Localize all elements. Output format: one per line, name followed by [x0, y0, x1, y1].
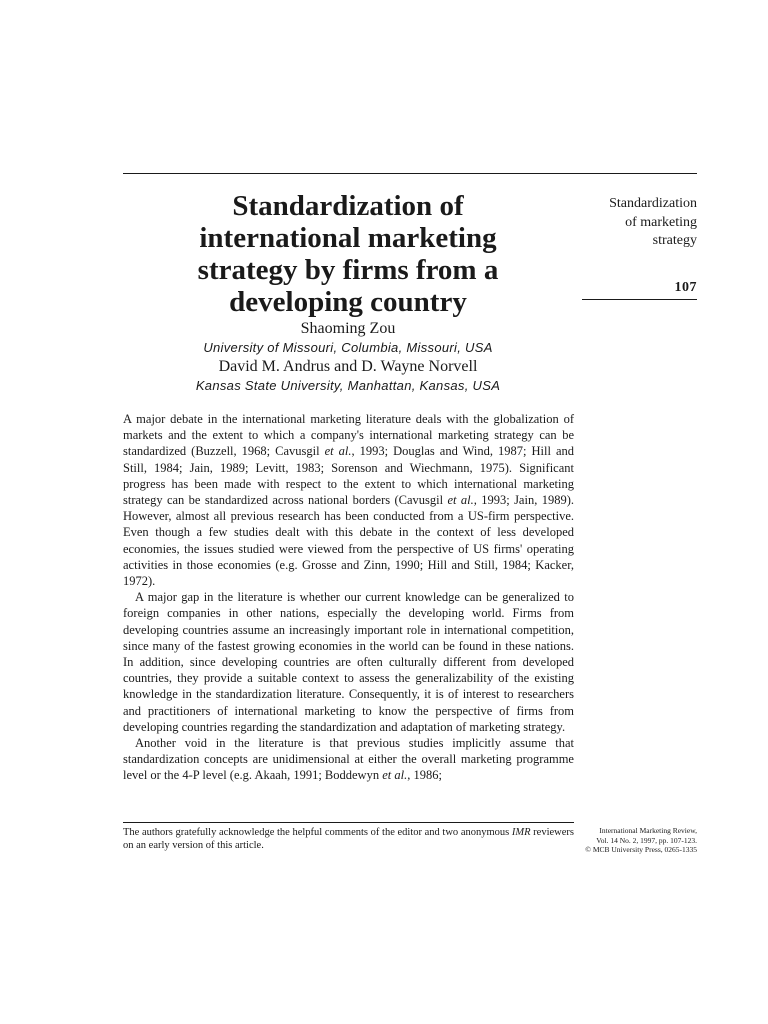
footnote-rule: [123, 822, 574, 823]
text-run: , 1986;: [407, 768, 442, 783]
body-paragraph: [123, 589, 574, 735]
title-line: strategy by firms from a: [197, 254, 499, 286]
acknowledgement-footnote: [123, 826, 574, 852]
page-number: 107: [674, 280, 697, 295]
title-line: international marketing: [199, 222, 497, 254]
text-run: 1993; Jain, 1989). However, almost all previous research has been conducted from a US-firm perspective. Even though a few studies dealt with this debate in the context of less developed economies, the issues studied were viewed from the perspective of US firms' operating activities in those economies (e.g. Grosse and Zinn, 1990; Hill and Still, 1984; Kacker, 1972).: [123, 493, 574, 589]
text-run: reviewers on an early version of this article.: [123, 827, 574, 851]
body-paragraph: [123, 411, 574, 589]
text-run: A major debate in the international marketing literature deals with the globalization of markets and the extent to which a company's international marketing strategy can be standardized (Buzzell, 1968; Cavusgil: [123, 412, 574, 459]
italic-text: IMR: [511, 827, 531, 838]
text-run: , 1993; Douglas and Wind, 1987; Hill and Still, 1984; Jain, 1989; Levitt, 1983; Sorenson and Wiechmann, 1975). Significant progress has been made with respect to the extent to which international marketing strategy can be standardized across national borders (Cavusgil: [123, 444, 574, 508]
title-line: Standardization of: [232, 190, 464, 222]
sidebar-rule: [582, 299, 697, 300]
journal-citation-line: © MCB University Press, 0265-1335: [585, 845, 697, 854]
journal-citation: [575, 826, 697, 855]
running-title-line: of marketing: [625, 214, 697, 230]
text-run: A major gap in the literature is whether our current knowledge can be generalized to foreign companies in other nations, especially the developing world. Firms from developing countries assume an increasingly important role in international competition, since many of the fastest growing economies in the world can be found in these nations. In addition, since developing countries are often culturally different from developed countries, they provide a suitable context to assess the generalizability of the existing knowledge in the standardization literature. Consequently, it is of interest to researchers and practitioners of international marketing to know the perspective of firms from developing countries regarding the standardization and adaptation of marketing strategy.: [123, 590, 574, 734]
author-affiliation: Kansas State University, Manhattan, Kansas, USA: [195, 378, 501, 393]
running-title-line: strategy: [652, 233, 697, 248]
title-line: developing country: [229, 286, 467, 318]
italic-text: et al.,: [447, 493, 477, 508]
body-text: [123, 411, 574, 784]
journal-citation-line: International Marketing Review,: [599, 826, 697, 835]
italic-text: et al.: [324, 444, 352, 459]
journal-citation-line: Vol. 14 No. 2, 1997, pp. 107-123.: [596, 835, 697, 845]
article-title: [123, 190, 573, 318]
running-title: [582, 195, 697, 251]
body-paragraph: [123, 735, 574, 784]
author-name: David M. Andrus and D. Wayne Norvell: [218, 358, 478, 375]
author-name: Shaoming Zou: [300, 320, 396, 337]
header-rule: [123, 173, 697, 174]
text-run: Another void in the literature is that previous studies implicitly assume that standardization concepts are unidimensional at either the overall marketing programme level or the 4-P level (e.g. Akaah, 1991; Boddewyn: [123, 736, 574, 783]
running-title-line: Standardization: [609, 196, 697, 211]
author-affiliation: University of Missouri, Columbia, Missouri, USA: [203, 340, 493, 355]
italic-text: et al.: [382, 768, 408, 783]
text-run: The authors gratefully acknowledge the helpful comments of the editor and two anonymous: [123, 827, 512, 838]
